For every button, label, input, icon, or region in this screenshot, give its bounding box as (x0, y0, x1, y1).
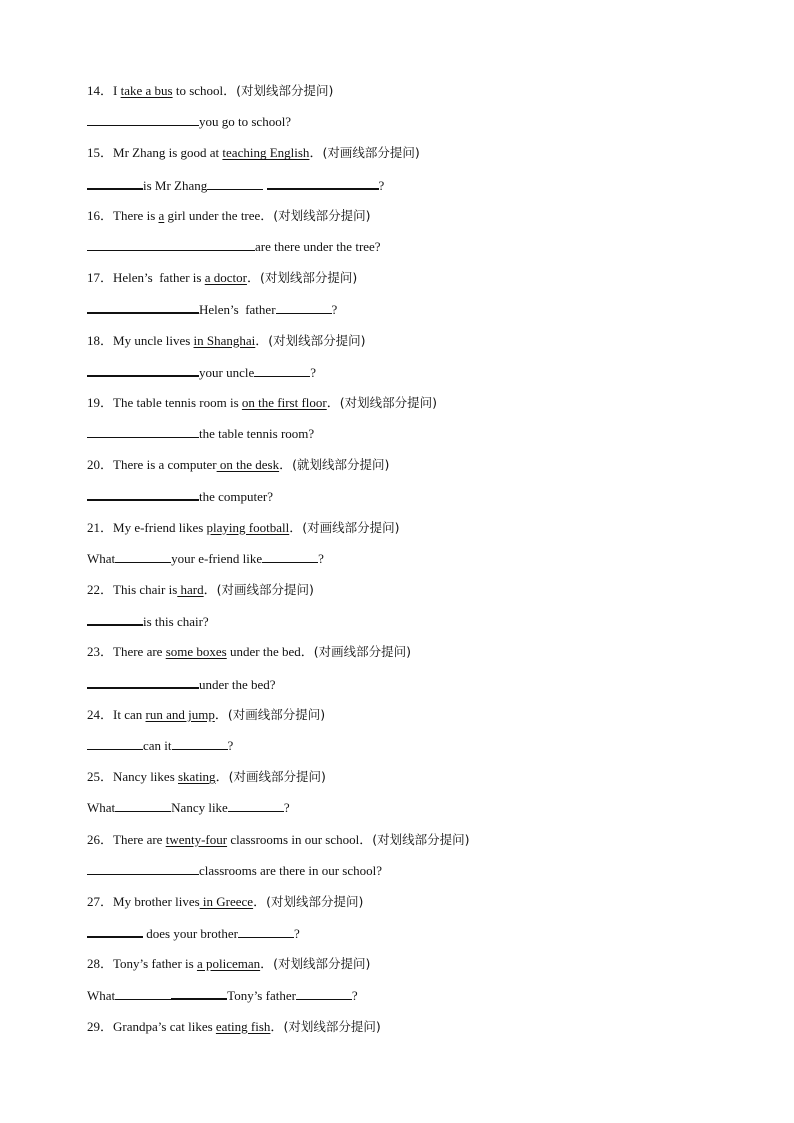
underlined-phrase: in Shanghai (193, 332, 256, 348)
answer-line (87, 238, 727, 269)
answer-line (87, 113, 727, 144)
answer-blank[interactable] (115, 550, 171, 563)
underlined-phrase: run and jump (145, 706, 215, 722)
question-text: Helen’s father (199, 302, 276, 318)
answer-line (87, 176, 727, 207)
answer-blank[interactable] (87, 113, 199, 126)
question-text: girl under the tree． (164, 207, 274, 223)
question-text: classrooms in our school． (227, 831, 373, 847)
question-line (87, 456, 727, 487)
question-text: Mr Zhang is good at (113, 145, 223, 161)
question-line (87, 332, 727, 363)
underlined-phrase: twenty-four (165, 831, 228, 847)
instruction-text: (对划线部分提问) (273, 956, 371, 972)
question-text: your uncle (199, 364, 255, 380)
question-text: ． (253, 893, 267, 909)
answer-line (87, 363, 727, 394)
underlined-phrase: on the first floor (241, 394, 327, 410)
question-text: What (87, 550, 116, 566)
answer-blank[interactable] (87, 425, 199, 438)
question-text: under the bed． (226, 644, 314, 660)
answer-line (87, 487, 727, 518)
question-line (87, 831, 727, 862)
instruction-text: (对划线部分提问) (283, 1018, 381, 1034)
answer-blank[interactable] (207, 177, 263, 190)
instruction-text: (对划线部分提问) (372, 831, 470, 847)
answer-blank[interactable] (276, 301, 332, 314)
question-number: 14． (87, 83, 114, 98)
question-line (87, 207, 727, 238)
underlined-phrase: playing football (206, 519, 290, 535)
instruction-text: (对划线部分提问) (268, 332, 366, 348)
question-line (87, 643, 727, 674)
question-number: 29． (87, 1018, 114, 1034)
question-text: ． (270, 1018, 284, 1034)
underlined-phrase: a (158, 207, 165, 223)
instruction-text: (对画线部分提问) (302, 519, 400, 535)
question-number: 24． (87, 706, 114, 722)
question-number: 23． (87, 644, 114, 660)
question-text: your e-friend like (171, 550, 263, 566)
question-text: the table tennis room? (199, 426, 315, 442)
answer-blank[interactable] (87, 862, 199, 875)
answer-blank[interactable] (228, 799, 284, 812)
question-number: 28． (87, 956, 114, 972)
question-text: is this chair? (143, 614, 209, 630)
question-text: classrooms are there in our school? (199, 862, 383, 878)
instruction-text: (对画线部分提问) (228, 769, 326, 785)
question-number: 21． (87, 519, 114, 535)
question-text: ． (255, 332, 269, 348)
question-number: 22． (87, 582, 114, 597)
question-text: ． (203, 582, 217, 597)
question-text: the computer? (199, 489, 273, 505)
question-number: 19． (87, 394, 114, 410)
question-text: Nancy likes (113, 769, 178, 785)
answer-blank[interactable] (238, 925, 294, 938)
underlined-phrase: hard (177, 582, 204, 597)
question-text: does your brother (143, 926, 238, 942)
answer-blank[interactable] (87, 924, 143, 938)
question-text: ． (289, 519, 303, 535)
underlined-phrase: in Greece (199, 893, 254, 909)
question-text: ? (310, 364, 317, 380)
question-text: ． (215, 769, 229, 785)
instruction-text: (对划线部分提问) (273, 207, 371, 223)
instruction-text: (就划线部分提问) (292, 457, 390, 473)
worksheet-page (87, 82, 727, 1049)
question-text: There are (113, 644, 166, 660)
answer-blank[interactable] (87, 176, 143, 190)
question-number: 25． (87, 769, 114, 785)
question-text: What (87, 988, 116, 1004)
question-text: under the bed? (199, 676, 276, 692)
question-text: ? (351, 988, 358, 1004)
answer-line (87, 675, 727, 706)
question-number: 20． (87, 457, 114, 473)
answer-blank[interactable] (262, 550, 318, 563)
answer-blank[interactable] (267, 176, 379, 190)
question-text: are there under the tree? (255, 238, 381, 254)
question-line (87, 269, 727, 300)
question-text: This chair is (113, 582, 178, 597)
question-text: is Mr Zhang (143, 177, 208, 193)
answer-blank[interactable] (87, 737, 143, 750)
question-line (87, 893, 727, 924)
answer-blank[interactable] (87, 612, 143, 626)
question-text: Grandpa’s cat likes (113, 1018, 216, 1034)
instruction-text: (对画线部分提问) (322, 145, 420, 161)
instruction-text: (对画线部分提问) (313, 644, 412, 660)
answer-line (87, 986, 727, 1017)
question-text: Tony’s father is (113, 956, 197, 972)
instruction-text: (对划线部分提问) (236, 83, 334, 98)
answer-blank[interactable] (87, 300, 199, 314)
question-text: ? (227, 737, 234, 753)
question-text: ? (293, 926, 300, 942)
question-text: you go to school? (199, 114, 292, 130)
question-line (87, 768, 727, 799)
answer-blank[interactable] (296, 987, 352, 1000)
question-line (87, 706, 727, 737)
question-text: ? (283, 800, 290, 816)
underlined-phrase: skating (178, 769, 216, 785)
question-number: 26． (87, 831, 114, 847)
answer-line (87, 550, 727, 581)
question-text: ． (246, 270, 260, 286)
answer-blank[interactable] (87, 675, 199, 689)
answer-blank[interactable] (254, 364, 310, 377)
question-text: Helen’s father is (113, 270, 205, 286)
underlined-phrase: take a bus (120, 83, 173, 98)
answer-blank[interactable] (115, 799, 171, 812)
answer-blank[interactable] (115, 987, 171, 1000)
answer-line (87, 862, 727, 893)
question-text: It can (113, 706, 146, 722)
question-number: 17． (87, 270, 114, 286)
question-text: ． (260, 956, 274, 972)
question-line (87, 394, 727, 425)
underlined-phrase: some boxes (165, 644, 227, 660)
question-number: 27． (87, 893, 114, 909)
question-line (87, 519, 727, 550)
question-text: ? (378, 177, 385, 193)
question-text: ． (214, 706, 228, 722)
underlined-phrase: on the desk (216, 457, 280, 473)
question-text: Tony’s father (227, 988, 296, 1004)
question-line (87, 144, 727, 175)
answer-line (87, 737, 727, 768)
instruction-text: (对划线部分提问) (259, 270, 358, 286)
question-number: 16． (87, 207, 114, 223)
answer-blank[interactable] (171, 986, 227, 1000)
instruction-text: (对画线部分提问) (216, 582, 314, 597)
question-line (87, 1018, 727, 1049)
answer-blank[interactable] (172, 737, 228, 750)
answer-line (87, 425, 727, 456)
question-text: My brother lives (113, 893, 200, 909)
question-text: ? (318, 550, 324, 566)
answer-line (87, 612, 727, 643)
instruction-text: (对划线部分提问) (266, 893, 364, 909)
answer-line (87, 300, 727, 331)
answer-blank[interactable] (87, 363, 199, 377)
answer-line (87, 924, 727, 955)
question-line (87, 955, 727, 986)
question-text: There is a computer (113, 457, 217, 473)
question-text: to school． (172, 83, 237, 98)
answer-blank[interactable] (87, 487, 199, 501)
question-text: ? (331, 302, 338, 318)
question-text: The table tennis room is (113, 394, 242, 410)
underlined-phrase: teaching English (222, 145, 310, 161)
question-text: What (87, 800, 116, 816)
instruction-text: (对画线部分提问) (227, 706, 326, 722)
question-text: I (113, 83, 121, 98)
question-text: My e-friend likes (113, 519, 207, 535)
question-text: can it (143, 737, 172, 753)
question-line (87, 82, 727, 113)
question-text: Nancy like (171, 800, 228, 816)
question-line (87, 581, 727, 612)
underlined-phrase: eating fish (215, 1018, 271, 1034)
underlined-phrase: a doctor (204, 270, 247, 286)
question-number: 18． (87, 332, 114, 348)
question-text: ． (309, 145, 323, 161)
instruction-text: (对划线部分提问) (339, 394, 438, 410)
question-text: ． (326, 394, 340, 410)
question-text: ． (279, 457, 293, 473)
answer-blank[interactable] (87, 238, 255, 251)
question-text: There is (113, 207, 159, 223)
question-text: There are (113, 831, 166, 847)
question-text: My uncle lives (113, 332, 194, 348)
answer-line (87, 799, 727, 830)
question-number: 15． (87, 145, 114, 161)
underlined-phrase: a policeman (196, 956, 261, 972)
